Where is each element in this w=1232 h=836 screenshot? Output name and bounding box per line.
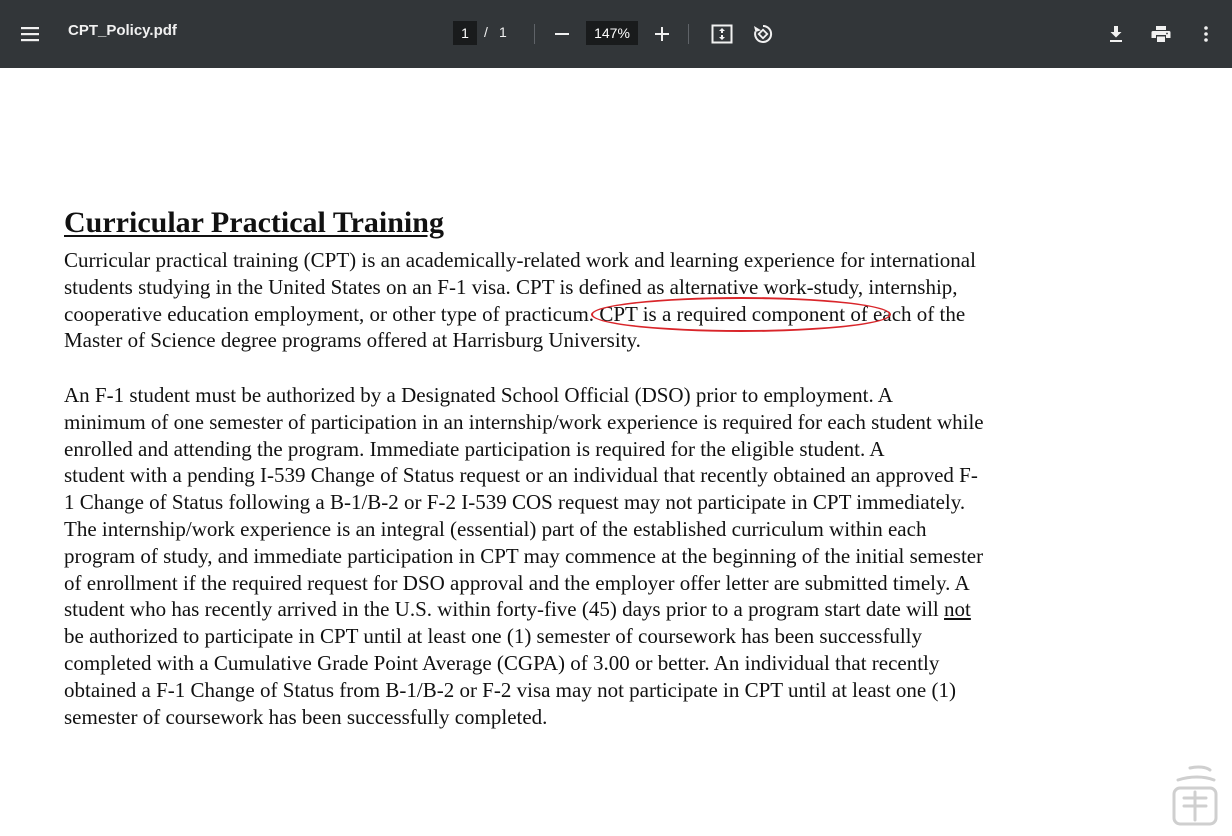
pdf-page [0,68,1232,772]
toolbar-divider [688,24,689,44]
print-button[interactable] [1147,18,1175,50]
text-segment: of each of the [845,301,966,326]
text-line: enrolled and attending the program. Immediate participation is required for the eligible student. A [64,436,885,461]
zoom-in-button[interactable] [648,18,676,50]
underlined-word: not [944,597,971,622]
fit-to-page-icon [711,24,733,44]
text-line: be authorized to participate in CPT until at least one (1) semester of coursework has been successfully [64,624,923,649]
page-separator: / [484,24,488,40]
printer-icon [1151,25,1171,43]
text-segment: student who has recently arrived in the U.S. within forty-five (45) days prior to a program start date will [64,597,945,622]
rotate-button[interactable] [749,18,777,50]
text-line: student with a pending I-539 Change of Status request or an individual that recently obtained an approved F- [64,463,978,488]
text-line [64,596,984,623]
text-line: 1 Change of Status following a B-1/B-2 or F-2 I-539 COS request may not participate in CPT immediately. [64,490,966,515]
text-line: obtained a F-1 Change of Status from B-1/B-2 or F-2 visa may not participate in CPT until at least one (1) [64,677,956,702]
text-line: An F-1 student must be authorized by a Designated School Official (DSO) prior to employment. A [64,383,893,407]
zoom-out-button[interactable] [548,18,576,50]
document-heading: Curricular Practical Training [64,206,444,239]
document-title: CPT_Policy.pdf [68,22,177,39]
paragraph-authorization [64,382,984,730]
text-line: minimum of one semester of participation in an internship/work experience is required for each student while [64,409,984,434]
paragraph-intro [64,247,976,354]
watermark-logo [1150,762,1226,836]
zoom-level[interactable]: 147% [586,21,638,45]
circled-text [599,301,845,328]
text-line: completed with a Cumulative Grade Point Average (CGPA) of 3.00 or better. An individual that recently [64,650,940,675]
minus-icon [554,26,570,42]
text-line: Master of Science degree programs offered at Harrisburg University. [64,328,641,353]
text-line: The internship/work experience is an integral (essential) part of the established curriculum within each [64,516,927,541]
text-line: program of study, and immediate participation in CPT may commence at the beginning of the initial semester [64,543,984,568]
more-vert-icon [1203,25,1209,43]
rotate-icon [752,23,774,45]
fit-to-page-button[interactable] [708,18,736,50]
page-number-input[interactable] [453,21,477,45]
hamburger-menu-icon [20,26,40,42]
download-icon [1107,25,1125,43]
text-line: of enrollment if the required request for DSO approval and the employer offer letter are submitted timely. A [64,570,970,595]
toolbar-divider [534,24,535,44]
text-line: Curricular practical training (CPT) is an academically-related work and learning experience for international [64,248,976,272]
download-button[interactable] [1102,18,1130,50]
menu-button[interactable] [14,18,46,50]
pdf-toolbar [0,0,1232,68]
page-total: 1 [499,24,507,40]
text-line [64,301,976,328]
text-line: semester of coursework has been successfully completed. [64,704,548,729]
circled-text-content: CPT is a required component [599,301,846,326]
text-line: students studying in the United States on an F-1 visa. CPT is defined as alternative work-study, internship, [64,274,958,299]
plus-icon [654,26,670,42]
more-actions-button[interactable] [1192,18,1220,50]
text-segment: cooperative education employment, or other type of practicum. [64,301,600,326]
